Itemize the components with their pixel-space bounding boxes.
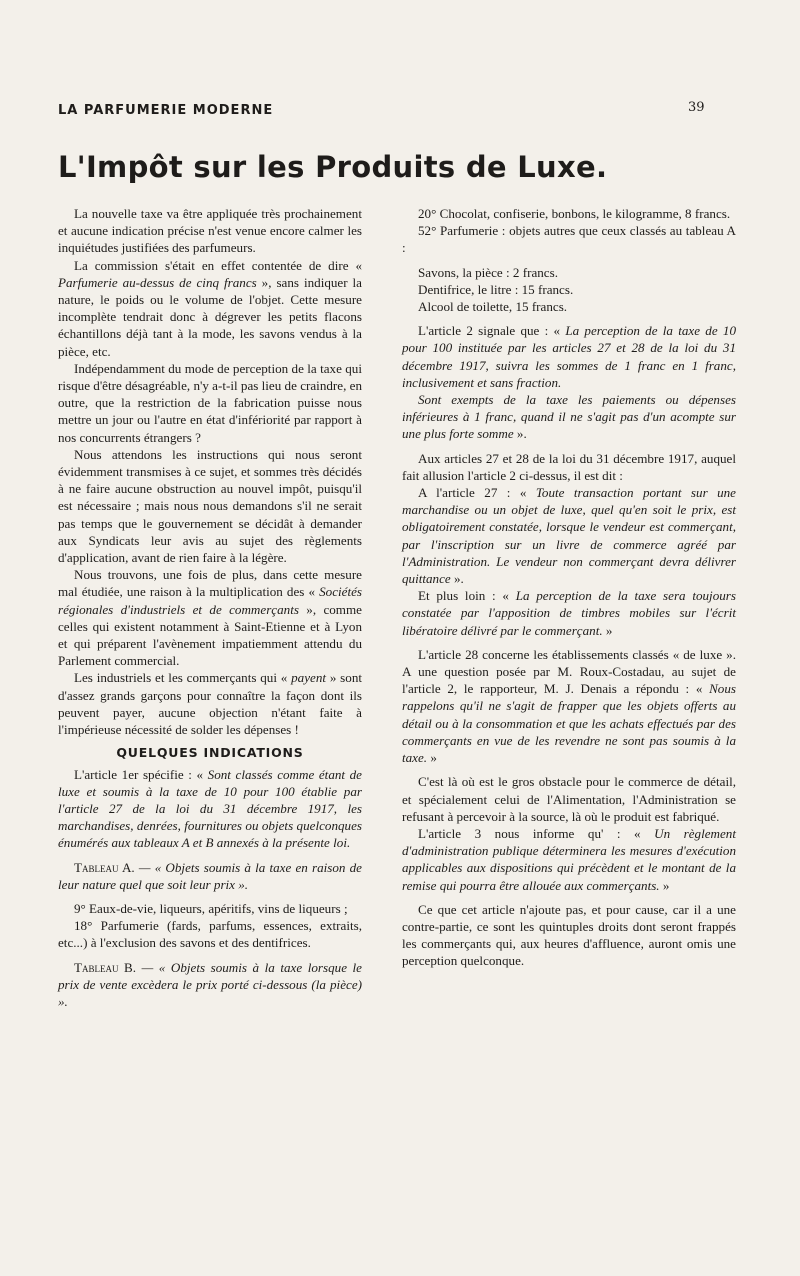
paragraph: L'article 1er spécifie : « Sont classés comme étant de luxe et soumis à la taxe de 10 pour 100 établie par l'article 27 de la loi du 31 décembre 1917, les marchandises, denrées, fournitures ou objets quelconques énumérés aux tableaux A et B annexés à la présente loi.	[58, 766, 362, 851]
paragraph: Indépendamment du mode de perception de la taxe qui risque d'être désagréable, n'y a-t-il pas lieu de craindre, en outre, que la restriction de la fabrication puisse nous mettre un jour ou l'autre en état d'infériorité par rapport à nos concurrents étrangers ?	[58, 360, 362, 445]
list-item: Savons, la pièce : 2 francs.	[418, 264, 558, 280]
left-column	[58, 205, 362, 1010]
article-title: L'Impôt sur les Produits de Luxe.	[58, 150, 608, 184]
table-a-heading: Tableau A. — « Objets soumis à la taxe en raison de leur nature quel que soit leur prix ».	[58, 859, 362, 892]
paragraph: Ce que cet article n'ajoute pas, et pour cause, car il a une contre-partie, ce sont les quintuples droits dont seront frappés les commerçants qui, aux heures d'affluence, auront omis une perception quelconque.	[402, 901, 736, 969]
paragraph: La nouvelle taxe va être appliquée très prochainement et aucune indication précise n'est venue encore calmer les inquiétudes justifiées des parfumeurs.	[58, 206, 362, 256]
right-column	[402, 205, 736, 970]
page-number: 39	[688, 100, 705, 115]
paragraph: A l'article 27 : « Toute transaction portant sur une marchandise ou un objet de luxe, quel qu'en soit le prix, est obligatoirement constatée, lorsque le vendeur est commerçant, par l'inscription sur un livre de commerce agréé par l'Administration. Le vendeur non commerçant devra délivrer quittance ».	[402, 485, 736, 587]
paragraph: Aux articles 27 et 28 de la loi du 31 décembre 1917, auquel fait allusion l'article 2 ci-dessus, il est dit :	[402, 450, 736, 483]
list-item: 9° Eaux-de-vie, liqueurs, apéritifs, vins de liqueurs ;	[74, 900, 348, 916]
list-item: 52° Parfumerie : objets autres que ceux classés au tableau A :	[402, 223, 736, 256]
list-item: 18° Parfumerie (fards, parfums, essences, extraits, etc...) à l'exclusion des savons et des dentifrices.	[58, 918, 362, 951]
paragraph: Nous trouvons, une fois de plus, dans cette mesure mal étudiée, une raison à la multiplication des « Sociétés régionales d'industriels et de commerçants », comme celles qui existent notamment à Saint-Etienne et à Lyon et qui préparent l'avènement impatiemment attendu du Parlement commercial.	[58, 567, 362, 669]
running-head: LA PARFUMERIE MODERNE	[58, 103, 274, 118]
paragraph: C'est là où est le gros obstacle pour le commerce de détail, et spécialement celui de l'Alimentation, l'Administration se refusant à percevoir à la source, là où le produit est fabriqué.	[402, 774, 736, 824]
paragraph: Les industriels et les commerçants qui « payent » sont d'assez grands garçons pour connaître la façon dont ils peuvent payer, aucune objection n'étant faite à l'impérieuse nécessité de solder les dépenses !	[58, 670, 363, 738]
list-item: Alcool de toilette, 15 francs.	[418, 299, 568, 315]
list-item: 20° Chocolat, confiserie, bonbons, le kilogramme, 8 francs.	[418, 206, 731, 221]
paragraph: L'article 28 concerne les établissements classés « de luxe ». A une question posée par M. Roux-Costadau, au sujet de l'article 2, le rapporteur, M. J. Denais a répondu : « Nous rappelons qu'il ne s'agit de frapper que les objets offerts au détail ou à la consommation et que les achats effectués par des commerçants en vue de les revendre ne sont pas soumis à la taxe. »	[402, 646, 736, 766]
list-item: Dentifrice, le litre : 15 francs.	[418, 281, 574, 297]
paragraph: Sont exempts de la taxe les paiements ou dépenses inférieures à 1 franc, quand il ne s'agit pas d'un acompte sur une plus forte somme ».	[402, 392, 736, 442]
table-b-heading: Tableau B. — « Objets soumis à la taxe lorsque le prix de vente excèdera le prix porté ci-dessous (la pièce) ».	[58, 959, 362, 1009]
paragraph: Nous attendons les instructions qui nous seront évidemment transmises à ce sujet, et sommes très décidés à ne faire aucune obstruction au nouvel impôt, puisqu'il est nécessaire ; mais nous nous demandons s'il ne serait pas temps que le gouvernement se décidât à demander aux Syndicats leur avis au sujet des règlements d'application, avant de rien faire à la légère.	[58, 446, 362, 566]
paragraph: La commission s'était en effet contentée de dire « Parfumerie au-dessus de cinq francs », sans indiquer la nature, le poids ou le volume de l'objet. Cette mesure incomplète tendrait donc à dégrever les petits flacons échantillons déjà tant à la mode, les savons vendus à la pièce, etc.	[58, 257, 362, 359]
paragraph: L'article 2 signale que : « La perception de la taxe de 10 pour 100 instituée par les articles 27 et 28 de la loi du 31 décembre 1917, suivra les sommes de 1 franc en 1 franc, inclusivement et sans fraction.	[402, 323, 736, 390]
paragraph: Et plus loin : « La perception de la taxe sera toujours constatée par l'apposition de timbres mobiles sur l'écrit libératoire délivré par le commerçant. »	[402, 588, 736, 638]
section-heading: QUELQUES INDICATIONS	[116, 745, 304, 761]
paragraph: L'article 3 nous informe qu' : « Un règlement d'administration publique déterminera les mesures d'exécution applicables aux dispositions qui précèdent et le montant de la remise qui pourra être allouée aux commerçants. »	[402, 825, 736, 893]
